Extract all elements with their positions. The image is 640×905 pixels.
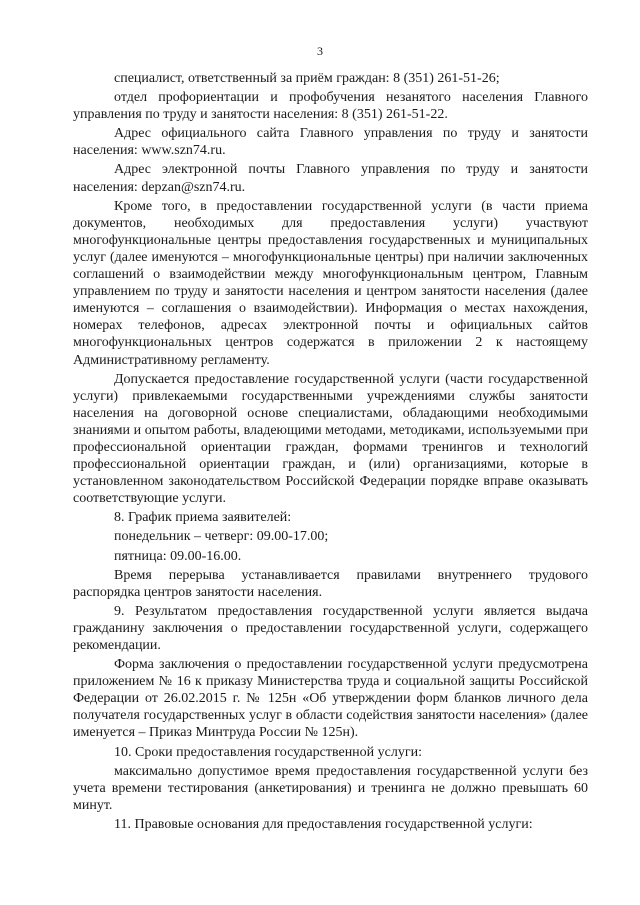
paragraph-conclusion-form: Форма заключения о предоставлении государственной услуги предусмотрена приложением № 16 к приказу Министерства труда и социальной защиты Российской Федерации от 26.02.2015 г. № 125н «Об утверждении форм бланков личного дела получателя государственных услуг в области содействия занятости населения» (далее именуется – Приказ Минтруда России № 125н). [73, 657, 588, 741]
document-body [73, 70, 588, 835]
paragraph-max-time: максимально допустимое время предоставления государственной услуги без учета времени тестирования (анкетирования) и тренинга не должно превышать 60 минут. [73, 763, 588, 813]
paragraph-schedule-mon-thu: понедельник – четверг: 09.00-17.00; [114, 529, 329, 545]
paragraph-schedule-friday: пятница: 09.00-16.00. [114, 548, 242, 564]
paragraph-multifunctional-centers: Кроме того, в предоставлении государственной услуги (в части приема документов, необходимых для предоставления услуги) участвуют многофункциональные центры предоставления государственных и муниципальных услуг (далее именуются – многофункциональные центры) при наличии заключенных соглашений о взаимодействии между многофункциональным центром, Главным управлением по труду и занятости населения и центром занятости населения (далее именуются – соглашения о взаимодействии). Информация о местах нахождения, номерах телефонов, адресах электронной почты и официальных сайтов многофункциональных центров содержатся в приложении 2 к настоящему Административному регламенту. [73, 198, 588, 368]
paragraph-website-address: Адрес официального сайта Главного управления по труду и занятости населения: www.szn74.ru. [73, 126, 588, 159]
paragraph-service-result: 9. Результатом предоставления государственной услуги является выдача гражданину заключения о предоставлении государственной услуги, содержащего рекомендации. [73, 603, 588, 653]
paragraph-break-time: Время перерыва устанавливается правилами внутреннего трудового распорядка центров занятости населения. [73, 567, 588, 600]
page-number: 3 [317, 44, 323, 58]
paragraph-service-providers: Допускается предоставление государственной услуги (части государственной услуги) привлекаемыми государственными учреждениями службы занятости населения на договорной основе специалистами, обладающими необходимыми знаниями и опытом работы, владеющими методами, методиками, используемыми при профессиональной ориентации граждан, формами тренингов и технологий профессиональной ориентации граждан, и (или) организациями, которые в установленном законодательством Российской Федерации порядке вправе оказывать соответствующие услуги. [73, 371, 588, 507]
paragraph-reception-phone: специалист, ответственный за приём граждан: 8 (351) 261-51-26; [114, 71, 500, 86]
paragraph-schedule-heading: 8. График приема заявителей: [114, 510, 292, 526]
paragraph-legal-grounds-heading: 11. Правовые основания для предоставления государственной услуги: [114, 816, 533, 832]
paragraph-deadlines-heading: 10. Сроки предоставления государственной услуги: [114, 744, 422, 760]
paragraph-email-address: Адрес электронной почты Главного управления по труду и занятости населения: depzan@szn74.ru. [73, 162, 588, 195]
paragraph-guidance-dept-phone: отдел профориентации и профобучения незанятого населения Главного управления по труду и занятости населения: 8 (351) 261-51-22. [73, 90, 588, 123]
